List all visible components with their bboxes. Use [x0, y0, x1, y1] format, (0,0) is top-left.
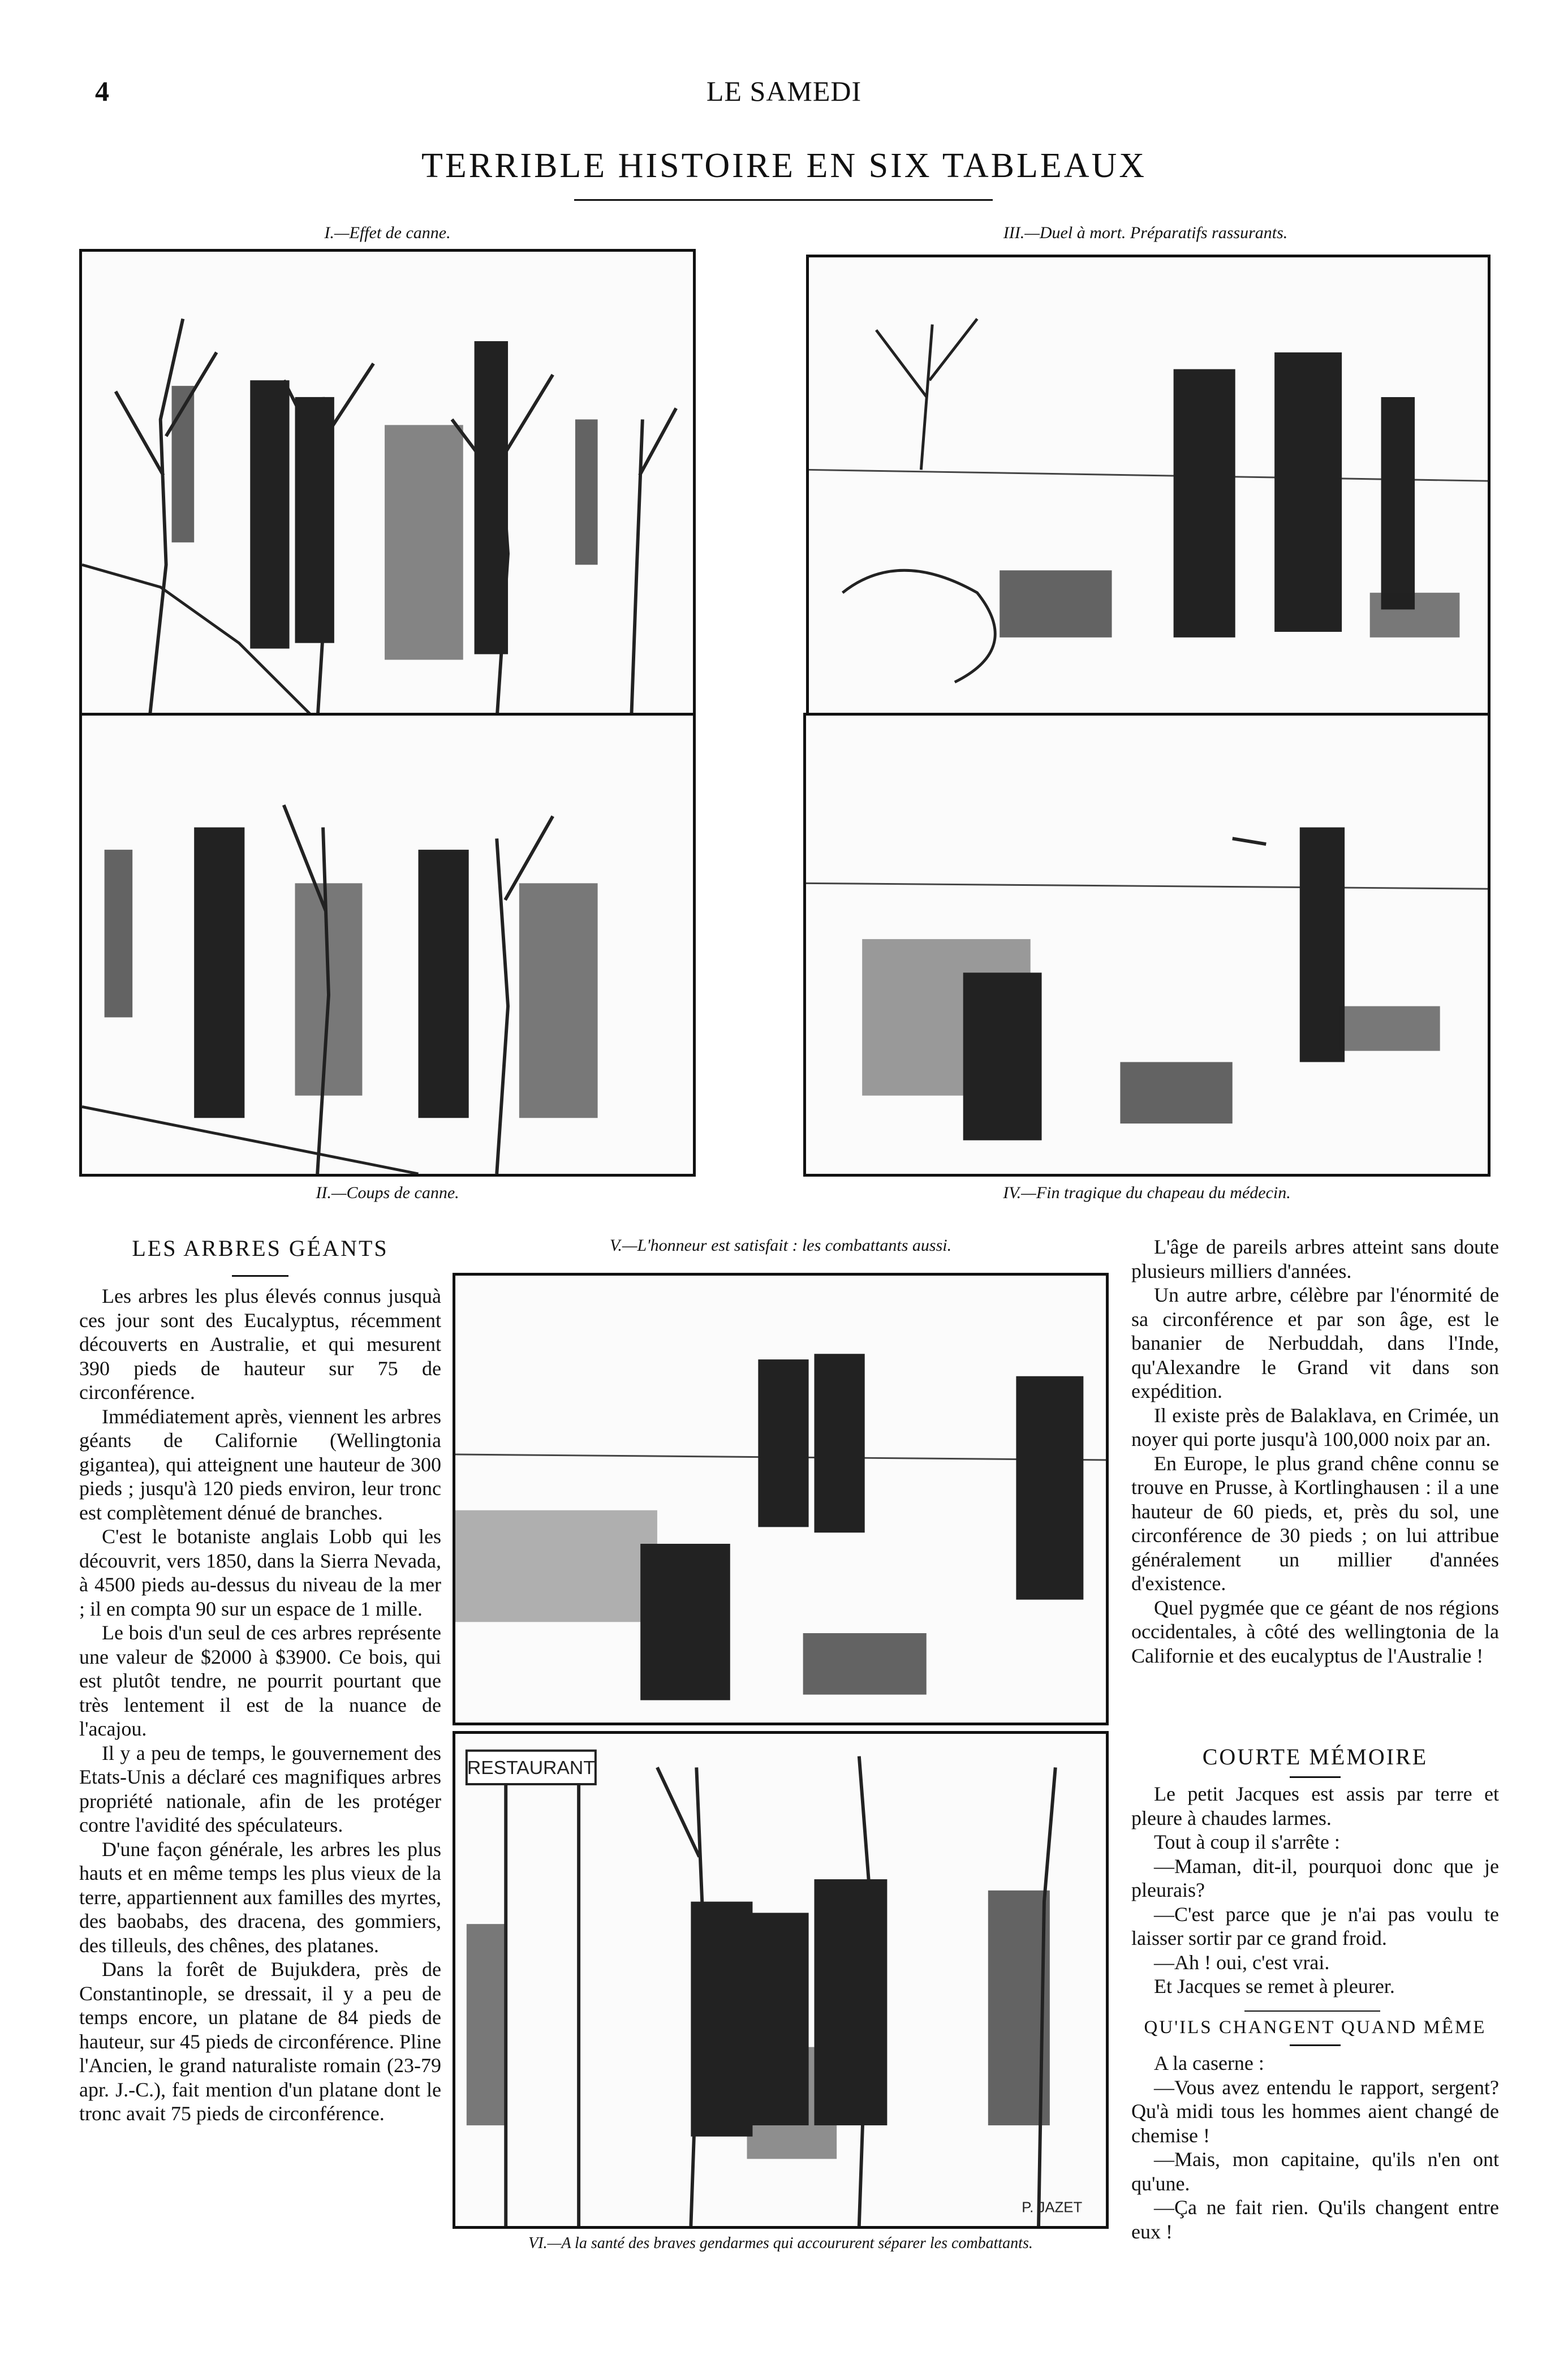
illustration-panel-4	[803, 713, 1491, 1177]
article-heading-changent: QU'ILS CHANGENT QUAND MÊME	[1144, 2017, 1487, 2038]
illustration-cane-effect	[82, 252, 693, 721]
restaurant-sign: RESTAURANT	[467, 1758, 595, 1779]
paragraph: Tout à coup il s'arrête :	[1154, 1831, 1340, 1853]
illustration-gendarmes-toast	[455, 1734, 1106, 2226]
illustration-panel-3	[806, 255, 1491, 724]
article-heading-memoire: COURTE MÉMOIRE	[1202, 1744, 1428, 1769]
paragraph: En Europe, le plus grand chêne connu se trouve en Prusse, à Kortlinghausen : il a une hauteur de 60 pieds, et, près du sol, une circonférence de 30 pieds ; on lui attribue généralement un millier d'années d'existence.	[1131, 1452, 1499, 1595]
section-rule	[1244, 2010, 1380, 2012]
paragraph: Et Jacques se remet à pleurer.	[1154, 1975, 1395, 1997]
caption-panel-4: IV.—Fin tragique du chapeau du médecin.	[1003, 1183, 1291, 1202]
heading-rule	[1290, 2044, 1341, 2046]
page-title: TERRIBLE HISTOIRE EN SIX TABLEAUX	[421, 147, 1147, 185]
paragraph: A la caserne :	[1154, 2052, 1264, 2074]
illustration-doctor-hat	[806, 716, 1488, 1174]
title-rule	[574, 199, 993, 201]
paragraph: C'est le botaniste anglais Lobb qui les découvrit, vers 1850, dans la Sierra Nevada, à 4500 pieds au-dessus du niveau de la mer ; il en compta 90 sur un espace de 1 mille.	[79, 1525, 441, 1620]
artist-signature: P. JAZET	[1022, 2199, 1083, 2216]
illustration-honour-satisfied	[455, 1276, 1106, 1723]
paragraph: Dans la forêt de Bujukdera, près de Constantinople, se dressait, il y a peu de temps encore, un platane de 84 pieds de hauteur, sur 45 pieds de circonférence. Pline l'Ancien, le grand naturaliste romain (23-79 apr. J.-C.), fait mention d'un platane dont le tronc avait 75 pieds de circonférence.	[79, 1958, 441, 2125]
article-body-memoire	[1131, 1782, 1499, 1999]
paragraph: —Ah ! oui, c'est vrai.	[1154, 1951, 1330, 1974]
caption-panel-6: VI.—A la santé des braves gendarmes qui accoururent séparer les combattants.	[528, 2234, 1033, 2252]
illustration-panel-1	[79, 249, 696, 724]
paragraph: Un autre arbre, célèbre par l'énormité de sa circonférence et par son âge, est le bananier de Nerbuddah, dans l'Inde, qu'Alexandre le Grand vit dans son expédition.	[1131, 1284, 1499, 1402]
paragraph: —Vous avez entendu le rapport, sergent? Qu'à midi tous les hommes aient changé de chemise !	[1131, 2076, 1499, 2147]
illustration-panel-6	[453, 1731, 1109, 2229]
page-number: 4	[95, 75, 109, 107]
heading-rule	[232, 1275, 288, 1277]
illustration-panel-5	[453, 1273, 1109, 1725]
illustration-panel-2	[79, 713, 696, 1177]
paragraph: —Mais, mon capitaine, qu'ils n'en ont qu'une.	[1131, 2148, 1499, 2195]
caption-panel-1: I.—Effet de canne.	[324, 223, 451, 242]
paragraph: —Maman, dit-il, pourquoi donc que je pleurais?	[1131, 1854, 1499, 1901]
paragraph: L'âge de pareils arbres atteint sans doute plusieurs milliers d'années.	[1131, 1235, 1499, 1282]
illustration-cane-blows	[82, 716, 693, 1174]
journal-name: LE SAMEDI	[706, 75, 862, 107]
caption-panel-5: V.—L'honneur est satisfait : les combattants aussi.	[609, 1236, 952, 1255]
illustration-duel-preparations	[809, 257, 1488, 721]
paragraph: Le bois d'un seul de ces arbres représente une valeur de $2000 à $3900. Ce bois, qui est plutôt tendre, ne pourrit pourtant que très lentement il est de la nuance de l'acajou.	[79, 1621, 441, 1740]
heading-rule	[1290, 1776, 1341, 1778]
paragraph: Il existe près de Balaklava, en Crimée, un noyer qui porte jusqu'à 100,000 noix par an.	[1131, 1403, 1499, 1450]
paragraph: Les arbres les plus élevés connus jusquà ces jour sont des Eucalyptus, récemment découverts en Australie, et qui mesurent 390 pieds de hauteur sur 75 de circonférence.	[79, 1285, 441, 1403]
article-body-arbres	[79, 1284, 441, 2126]
paragraph: —Ça ne fait rien. Qu'ils changent entre eux !	[1131, 2196, 1499, 2243]
caption-panel-2: II.—Coups de canne.	[316, 1183, 459, 1202]
paragraph: Quel pygmée que ce géant de nos régions occidentales, à côté des wellingtonia de la Californie et des eucalyptus de l'Australie !	[1131, 1596, 1499, 1667]
article-continued-arbres	[1131, 1235, 1499, 1668]
caption-panel-3: III.—Duel à mort. Préparatifs rassurants.	[1003, 223, 1288, 242]
article-body-changent	[1131, 2051, 1499, 2244]
paragraph: Le petit Jacques est assis par terre et pleure à chaudes larmes.	[1131, 1783, 1499, 1829]
paragraph: Immédiatement après, viennent les arbres géants de Californie (Wellingtonia gigantea), qui atteignent une hauteur de 300 pieds ; jusqu'à 120 pieds environ, leur tronc est complètement dénué de branches.	[79, 1405, 441, 1524]
paragraph: —C'est parce que je n'ai pas voulu te laisser sortir par ce grand froid.	[1131, 1902, 1499, 1949]
paragraph: Il y a peu de temps, le gouvernement des Etats-Unis a déclaré ces magnifiques arbres propriété nationale, afin de les protéger contre l'avidité des spéculateurs.	[79, 1741, 441, 1836]
paragraph: D'une façon générale, les arbres les plus hauts et en même temps les plus vieux de la terre, appartiennent aux familles des myrtes, des baobabs, des dracena, des gommiers, des tilleuls, des chênes, des platanes.	[79, 1837, 441, 1957]
article-heading-arbres: LES ARBRES GÉANTS	[132, 1235, 389, 1261]
